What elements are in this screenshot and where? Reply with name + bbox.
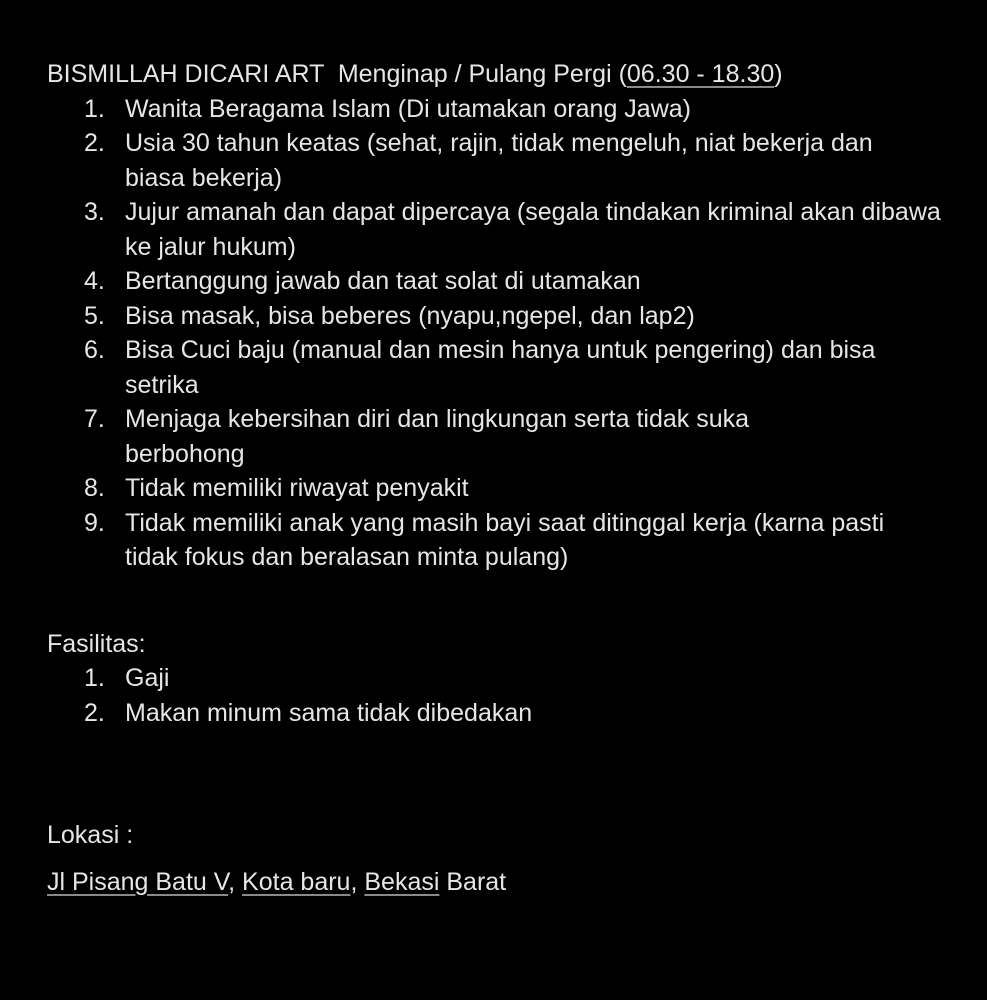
facility-item <box>47 696 947 731</box>
address-separator: , <box>228 867 243 896</box>
facilities-list <box>47 661 947 730</box>
requirement-text: Usia 30 tahun keatas (sehat, rajin, tidak mengeluh, niat bekerja dan biasa bekerja) <box>125 129 873 192</box>
list-number: 5. <box>84 301 105 330</box>
title-close-paren: ) <box>774 60 783 88</box>
job-posting-document <box>47 57 947 899</box>
list-number: 3. <box>84 198 105 226</box>
requirement-item <box>47 402 845 471</box>
requirement-item <box>47 333 895 402</box>
spacer <box>47 575 947 627</box>
address-separator: , <box>350 867 365 896</box>
work-hours-link[interactable]: 06.30 - 18.30 <box>626 60 775 88</box>
requirement-text: Bertanggung jawab dan taat solat di utamakan <box>125 267 641 295</box>
list-number: 1. <box>84 94 105 123</box>
requirements-list <box>47 92 947 575</box>
facility-text: Makan minum sama tidak dibedakan <box>125 698 533 727</box>
list-number: 6. <box>84 336 105 364</box>
requirement-text: Menjaga kebersihan diri dan lingkungan serta tidak suka berbohong <box>125 405 749 468</box>
requirement-item <box>47 195 945 264</box>
title-text: BISMILLAH DICARI ART Menginap / Pulang Pergi ( <box>47 60 627 88</box>
list-number: 1. <box>84 664 105 692</box>
spacer <box>47 730 947 818</box>
requirement-item <box>47 92 945 127</box>
address-area-link[interactable]: Kota baru <box>242 867 351 896</box>
list-number: 7. <box>84 405 105 433</box>
facilities-heading: Fasilitas: <box>47 629 146 658</box>
requirement-item <box>47 299 945 334</box>
location-address <box>47 865 947 900</box>
requirement-text: Tidak memiliki riwayat penyakit <box>125 474 469 502</box>
requirement-item <box>47 506 915 575</box>
posting-title <box>47 57 947 92</box>
address-street-link[interactable]: Jl Pisang Batu V <box>47 867 229 896</box>
requirement-text: Bisa Cuci baju (manual dan mesin hanya untuk pengering) dan bisa setrika <box>125 336 876 399</box>
location-heading: Lokasi : <box>47 821 134 849</box>
list-number: 4. <box>84 267 105 295</box>
spacer <box>47 853 947 865</box>
requirement-item <box>47 471 945 506</box>
requirement-text: Jujur amanah dan dapat dipercaya (segala tindakan kriminal akan dibawa ke jalur hukum) <box>125 198 941 261</box>
address-city-link[interactable]: Bekasi <box>364 867 440 896</box>
list-number: 2. <box>84 129 105 157</box>
list-number: 2. <box>84 698 105 727</box>
list-number: 8. <box>84 474 105 502</box>
requirement-item <box>47 264 945 299</box>
requirement-text: Bisa masak, bisa beberes (nyapu,ngepel, dan lap2) <box>125 301 695 330</box>
address-region: Barat <box>439 867 507 896</box>
requirement-item <box>47 126 905 195</box>
facility-text: Gaji <box>125 664 170 692</box>
facility-item <box>47 661 947 696</box>
list-number: 9. <box>84 508 105 537</box>
requirement-text: Wanita Beragama Islam (Di utamakan orang Jawa) <box>125 94 691 123</box>
requirement-text: Tidak memiliki anak yang masih bayi saat ditinggal kerja (karna pasti tidak fokus dan beralasan minta pulang) <box>125 508 885 571</box>
